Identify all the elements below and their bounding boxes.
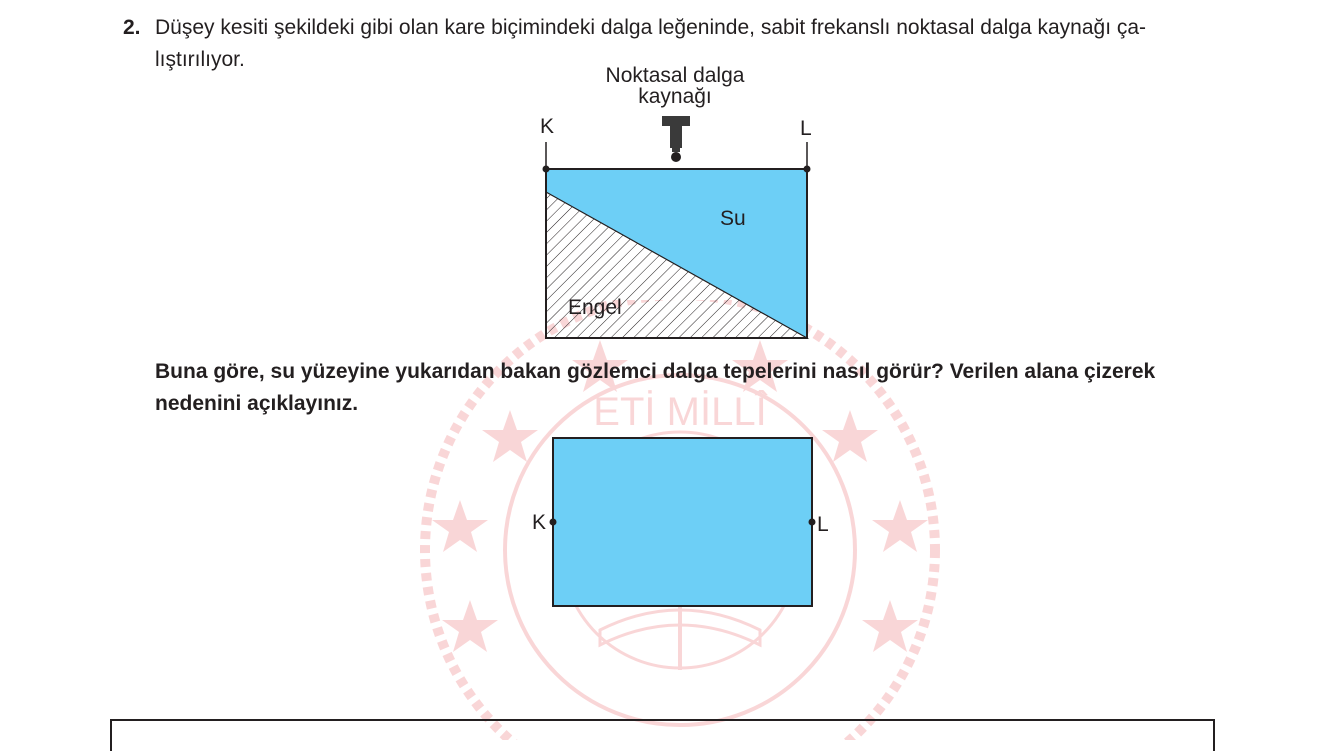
source-label-line1: Noktasal dalga — [605, 64, 745, 87]
top-view-drawing-area[interactable] — [520, 430, 840, 620]
svg-text:ETİ MİLLÎ: ETİ MİLLÎ — [593, 390, 767, 434]
point-k-label: K — [540, 115, 555, 138]
point-l-label-2: L — [817, 513, 829, 536]
point-k-label-2: K — [532, 511, 547, 534]
point-l-label: L — [800, 117, 812, 140]
source-label-line2: kaynağı — [638, 85, 712, 108]
obstacle-label: Engel — [568, 296, 622, 319]
question-prompt-line1: Buna göre, su yüzeyine yukarıdan bakan gözlemci dalga tepelerini nasıl görür? Verilen alana çizerek — [155, 360, 1156, 383]
question-prompt-line2: nedenini açıklayınız. — [155, 392, 359, 415]
drawing-rectangle[interactable] — [553, 438, 812, 606]
question-text-line1: Düşey kesiti şekildeki gibi olan kare biçimindeki dalga leğeninde, sabit frekanslı noktasal dalga kaynağı ça- — [155, 16, 1147, 39]
answer-box[interactable] — [110, 719, 1215, 751]
cross-section-diagram — [520, 55, 840, 355]
question-text-line2: lıştırılıyor. — [155, 48, 245, 71]
question-number: 2. — [123, 16, 141, 39]
water-label: Su — [720, 207, 746, 230]
point-wave-source-icon — [662, 116, 690, 162]
